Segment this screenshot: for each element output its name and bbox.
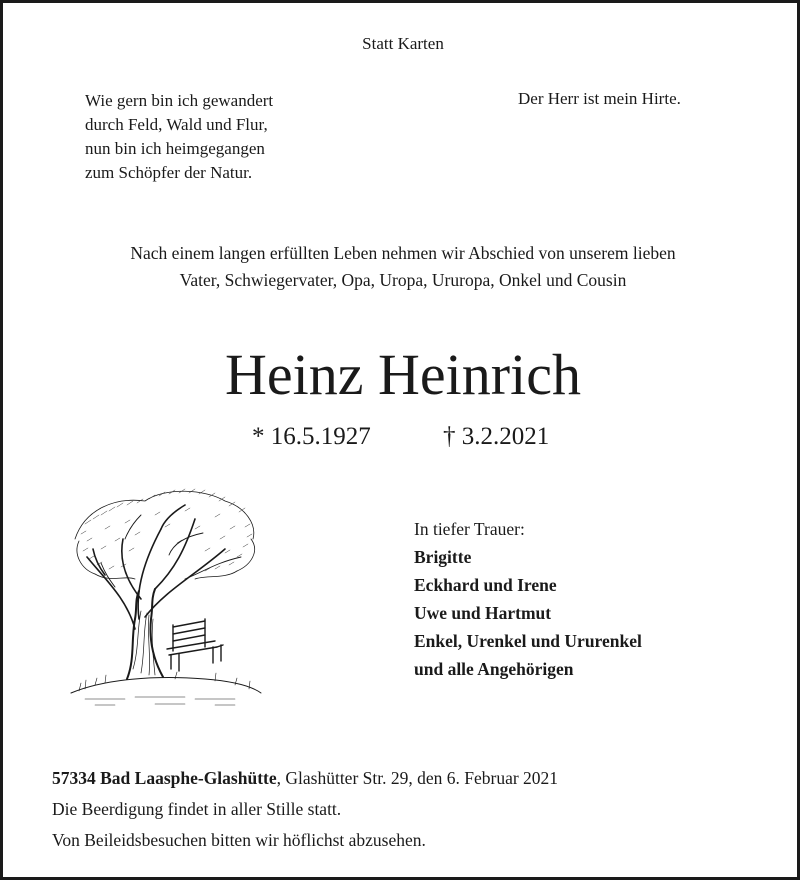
mourner-name: Brigitte [414, 547, 472, 567]
mourner-name: Enkel, Urenkel und Ururenkel [414, 631, 642, 651]
intro-text [3, 240, 800, 294]
mourners-heading: In tiefer Trauer: [414, 519, 525, 539]
psalm-quote: Der Herr ist mein Hirte. [518, 89, 681, 108]
poem-line: zum Schöpfer der Natur. [85, 163, 253, 182]
poem [85, 89, 273, 185]
poem-line: Wie gern bin ich gewandert [85, 91, 274, 110]
intro-line: Vater, Schwiegervater, Opa, Uropa, Ururopa, Onkel und Cousin [179, 270, 627, 290]
tree-and-bench-drawing-icon [65, 479, 265, 709]
intro-line: Nach einem langen erfüllten Leben nehmen wir Abschied von unserem lieben [130, 243, 676, 263]
footer-place: 57334 Bad Laasphe-Glashütte [52, 768, 277, 788]
mourners-block [414, 515, 642, 683]
footer-condolence-note: Von Beileidsbesuchen bitten wir höflichst abzusehen. [52, 830, 426, 850]
mourner-name: Uwe und Hartmut [414, 603, 552, 623]
footer-address-date: , Glashütter Str. 29, den 6. Februar 2021 [276, 768, 559, 788]
mourner-name: und alle Angehörigen [414, 659, 574, 679]
footer-block [52, 763, 558, 856]
footer-address-line [52, 763, 558, 794]
poem-line: nun bin ich heimgegangen [85, 139, 265, 158]
header-text: Statt Karten [362, 34, 444, 53]
poem-line: durch Feld, Wald und Flur, [85, 115, 268, 134]
birth-date: * 16.5.1927 [252, 423, 371, 450]
footer-funeral-note: Die Beerdigung findet in aller Stille statt. [52, 799, 342, 819]
death-date: † 3.2.2021 [443, 423, 550, 450]
deceased-name: Heinz Heinrich [225, 342, 581, 407]
mourner-name: Eckhard und Irene [414, 575, 557, 595]
